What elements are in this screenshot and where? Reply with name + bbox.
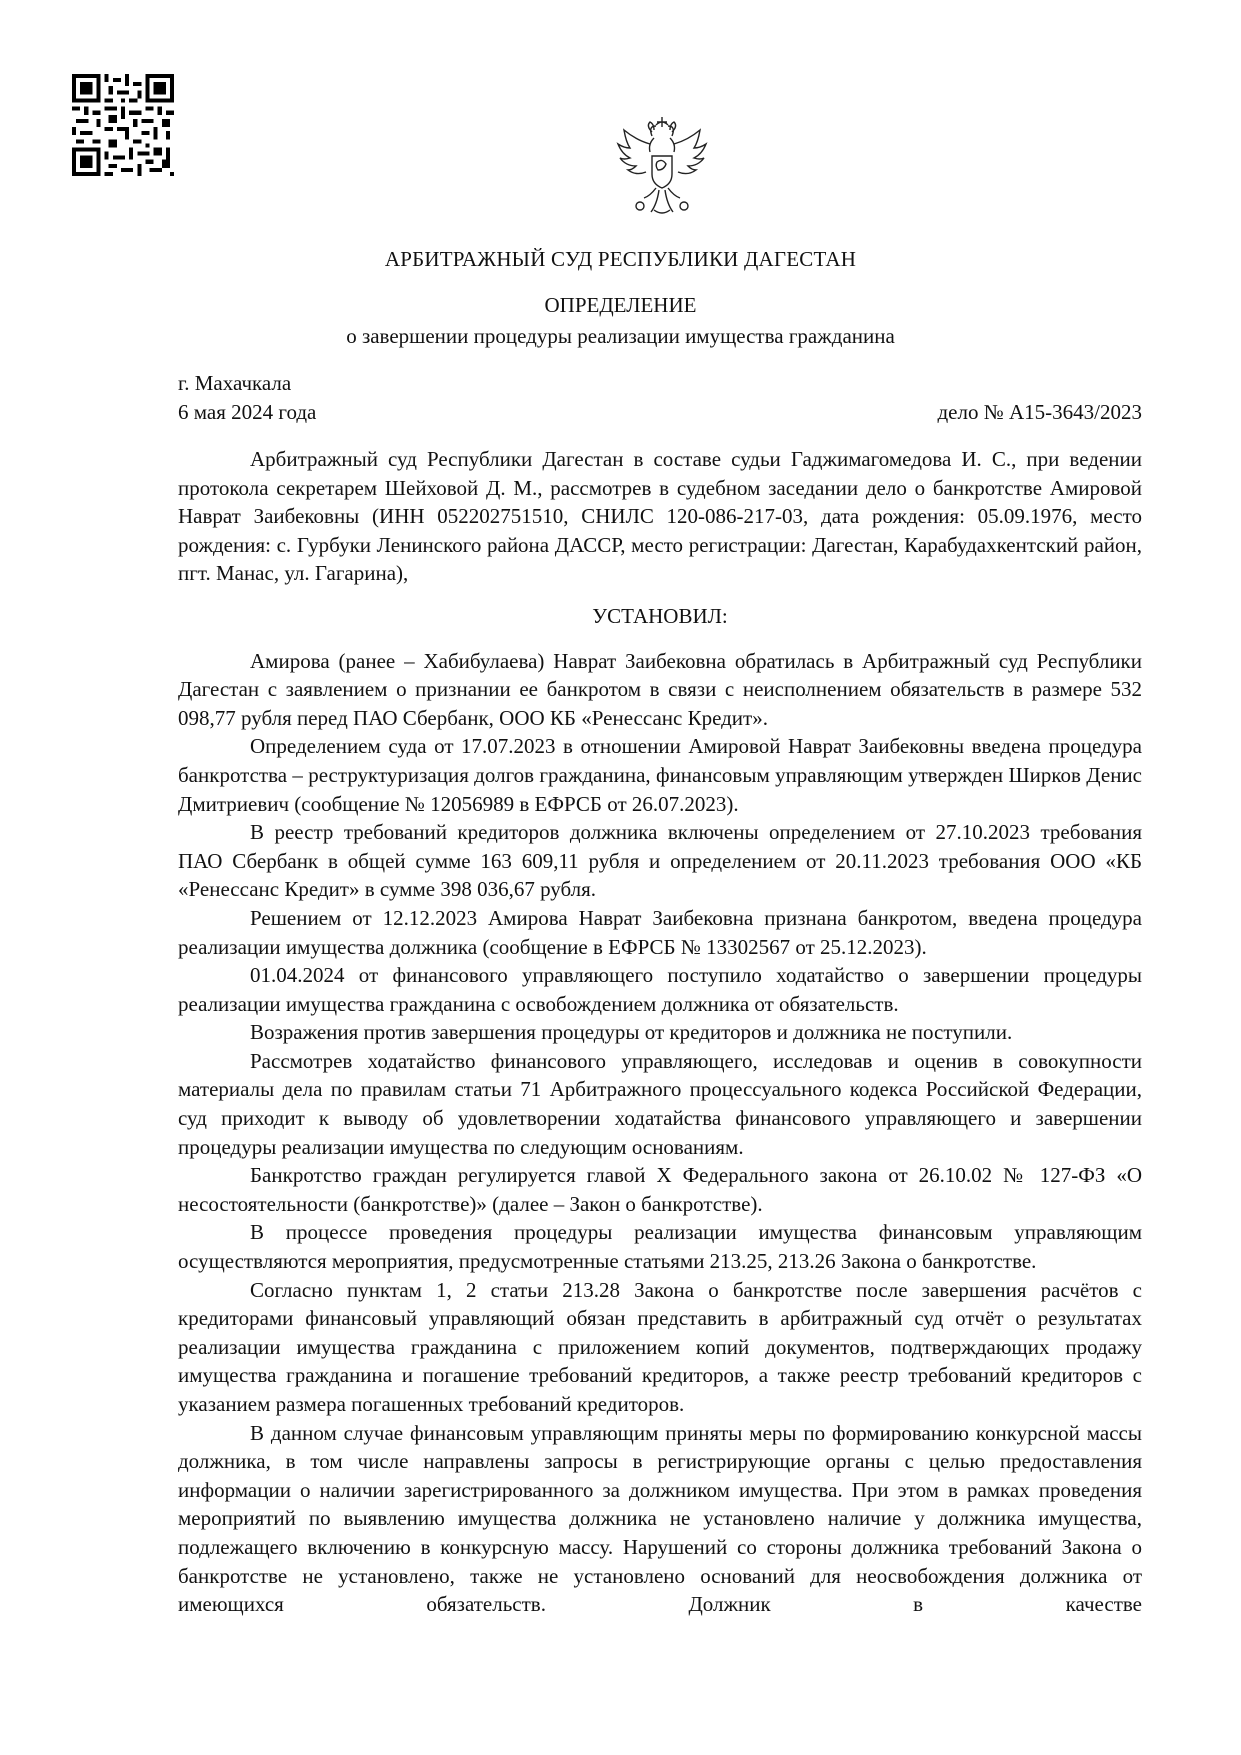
document-title: ОПРЕДЕЛЕНИЕ [544,293,697,317]
paragraph: Определением суда от 17.07.2023 в отношении Амировой Наврат Заибековны введена процедура банкротства – реструктуризация долгов гражданина, финансовым управляющим утвержден Ширков Денис Дмитриевич (сообщение № 12056989 в ЕФРСБ от 26.07.2023). [178,734,1142,816]
city: г. Махачкала [178,371,292,395]
paragraph: Решением от 12.12.2023 Амирова Наврат Заибековна признана банкротом, введена процедура реализации имущества должника (сообщение в ЕФРСБ № 13302567 от 25.12.2023). [178,905,1142,959]
qr-code [72,74,174,176]
intro-paragraph: Арбитражный суд Республики Дагестан в составе судьи Гаджимагомедова И. С., при ведении протокола секретарем Шейховой Д. М., рассмотрев в судебном заседании дело о банкротстве Амировой Наврат Заибековны (ИНН 052202751510, СНИЛС 120-086-217-03, дата рождения: 05.09.1976, место рождения: с. Гурбуки Ленинского района ДАССР, место регистрации: Дагестан, Карабудахкентский район, пгт. Манас, ул. Гагарина), [178,447,1142,586]
established-heading: УСТАНОВИЛ: [592,603,728,628]
paragraph: В процессе проведения процедуры реализации имущества финансовым управляющим осуществляются мероприятия, предусмотренные статьями 213.25, 213.26 Закона о банкротстве. [178,1220,1142,1274]
paragraph: В реестр требований кредиторов должника включены определением от 27.10.2023 требования ПАО Сбербанк в общей сумме 163 609,11 рубля и определением от 20.11.2023 требования ООО «КБ «Ренессанс Кредит» в сумме 398 036,67 рубля. [178,820,1142,902]
paragraph: Возражения против завершения процедуры от кредиторов и должника не поступили. [250,1020,1013,1045]
date-row [178,398,1142,426]
paragraph: Согласно пунктам 1, 2 статьи 213.28 Закона о банкротстве после завершения расчётов с кредиторами финансовый управляющий обязан представить в арбитражный суд отчёт о результатах реализации имущества гражданина с приложением копий документов, подтверждающих продажу имущества гражданина и погашение требований кредиторов, а также реестр требований кредиторов с указанием размера погашенных требований кредиторов. [178,1277,1142,1416]
document-subtitle: о завершении процедуры реализации имущества гражданина [346,324,895,348]
paragraph: Рассмотрев ходатайство финансового управляющего, исследовав и оценив в совокупности материалы дела по правилам статьи 71 Арбитражного процессуального кодекса Российской Федерации, суд приходит к выводу об удовлетворении ходатайства финансового управляющего и завершении процедуры реализации имущества по следующим основаниям. [178,1048,1142,1159]
paragraph: 01.04.2024 от финансового управляющего поступило ходатайство о завершении процедуры реализации имущества гражданина с освобождением должника от обязательств. [178,963,1142,1016]
court-name: АРБИТРАЖНЫЙ СУД РЕСПУБЛИКИ ДАГЕСТАН [384,247,857,271]
document-date: 6 мая 2024 года [178,400,317,424]
document-body [178,445,1142,1619]
paragraph: Амирова (ранее – Хабибулаева) Наврат Заибековна обратилась в Арбитражный суд Республики Дагестан с заявлением о признании ее банкротом в связи с неисполнением обязательств в размере 532 098,77 рубля перед ПАО Сбербанк, ООО КБ «Ренессанс Кредит». [178,648,1142,730]
case-number: дело № А15-3643/2023 [937,400,1142,424]
paragraph: В данном случае финансовым управляющим приняты меры по формированию конкурсной массы должника, в том числе направлены запросы в регистрирующие органы с целью предоставления информации о наличии зарегистрированного за должником имущества. При этом в рамках проведения мероприятий по выявлению имущества должника не установлено наличие у должника имущества, подлежащего включению в конкурсную массу. Нарушений со стороны должника требований Закона о банкротстве не установлено, также не установлено оснований для неосвобождения должника от имеющихся обязательств. Должник в качестве [178,1420,1142,1617]
paragraph: Банкротство граждан регулируется главой X Федерального закона от 26.10.02 № 127-ФЗ «О несостоятельности (банкротстве)» (далее – Закон о банкротстве). [178,1163,1142,1216]
coat-of-arms-icon [612,114,712,222]
